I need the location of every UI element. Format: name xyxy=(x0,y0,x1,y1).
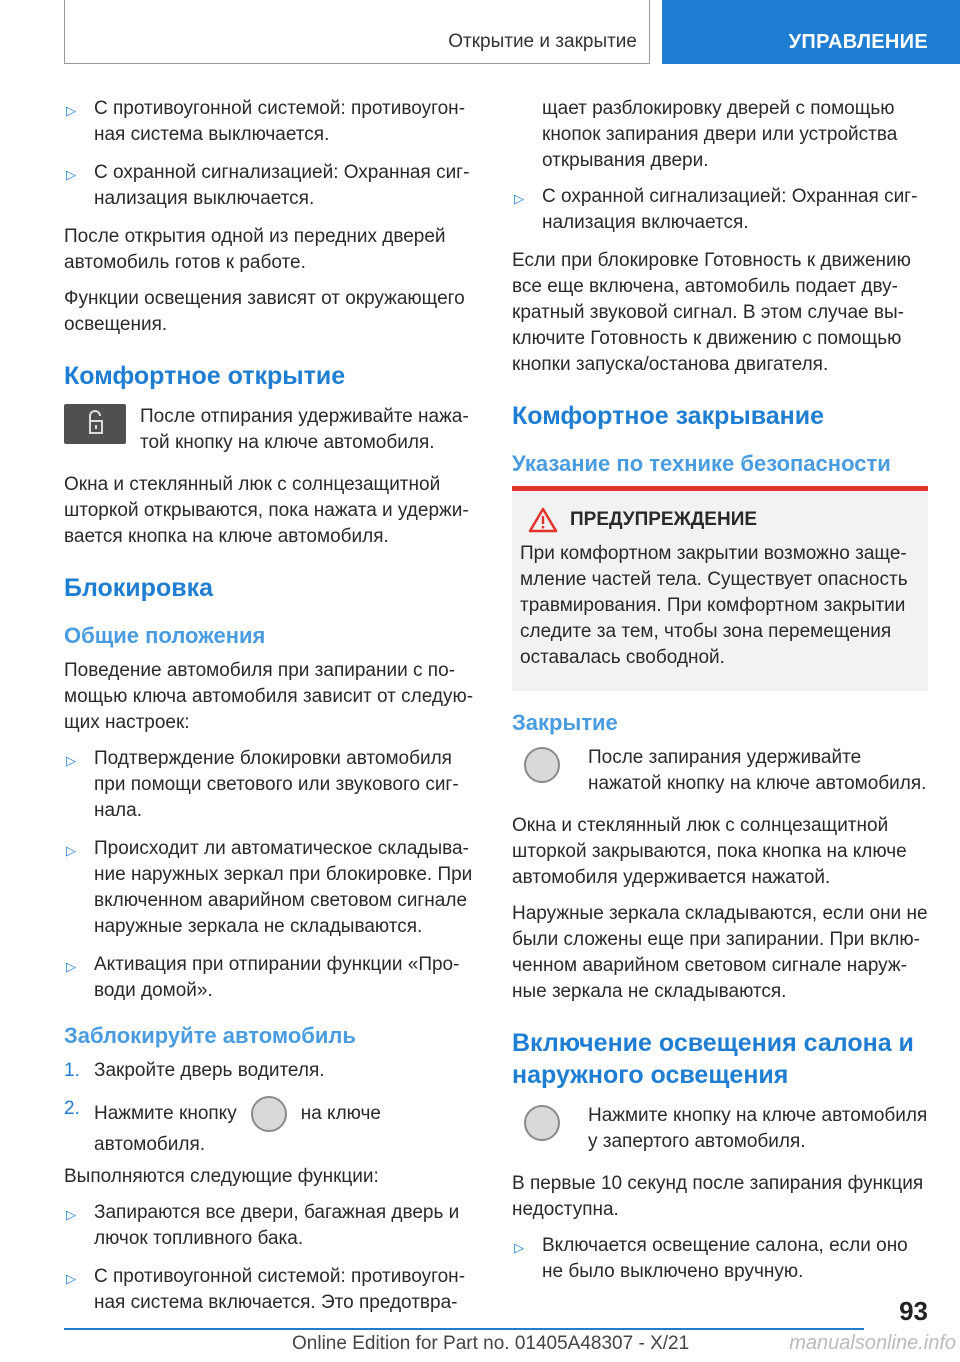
triangle-bullet-icon: ▷ xyxy=(66,1271,76,1286)
list-item: ▷ Активация при отпирании функции «Проводи домой». xyxy=(66,954,460,1001)
list-item: ▷ С охранной сигнализацией: Охранная сигнализация включается. xyxy=(514,186,918,233)
footer-divider xyxy=(64,1328,864,1330)
footer-edition: Online Edition for Part no. 01405A48307 - X/21 xyxy=(292,1333,690,1354)
numbered-step: 2. Нажмите кнопку на ключе автомобиля. xyxy=(64,1098,381,1155)
numbered-step: 1. Закройте дверь водителя. xyxy=(64,1060,325,1081)
list-item: ▷ С противоугонной системой: противоугонная система выключается. xyxy=(66,98,466,145)
paragraph: Наружные зеркала складываются, если они не были сложены еще при запирании. При включенном аварийном световом сигнале наружные зеркала не складываются. xyxy=(512,903,928,1002)
instruction-text: После отпирания удерживайте нажатой кнопку на ключе автомобиля. xyxy=(140,406,469,453)
chapter-tab xyxy=(662,0,960,64)
heading-general: Общие положения xyxy=(64,623,266,648)
list-item: ▷ Происходит ли автоматическое складывание наружных зеркал при блокировке. При включенном аварийном световом сигнале наружные зеркала не складываются. xyxy=(66,838,473,937)
unlock-button-icon xyxy=(64,404,126,444)
warning-title: ПРЕДУПРЕЖДЕНИЕ xyxy=(520,507,920,533)
heading-lock-car: Заблокируйте автомобиль xyxy=(64,1023,356,1048)
heading-lock: Блокировка xyxy=(64,574,213,602)
paragraph: Окна и стеклянный люк с солнцезащитной шторкой закрываются, пока кнопка на ключе автомобиля удерживается нажатой. xyxy=(512,815,907,888)
list-item: ▷ Запираются все двери, багажная дверь и лючок топливного бака. xyxy=(66,1202,460,1249)
list-item: ▷ Включается освещение салона, если оно не было выключено вручную. xyxy=(514,1235,908,1282)
close-instruction xyxy=(512,745,928,797)
bmw-key-button-icon xyxy=(251,1096,287,1132)
paragraph: После открытия одной из передних дверей автомобиль готов к работе. xyxy=(64,226,446,273)
page-number: 93 xyxy=(899,1296,928,1326)
paragraph: Выполняются следующие функции: xyxy=(64,1166,379,1187)
triangle-bullet-icon: ▷ xyxy=(66,959,76,974)
triangle-bullet-icon: ▷ xyxy=(66,1207,76,1222)
heading-safety: Указание по технике безопасности xyxy=(512,451,891,476)
warning-text: При комфортном закрытии возможно защемление частей тела. Существует опасность травмирования. При комфортном закрытии следите за тем, чтобы зона перемещения оставалась свободной. xyxy=(520,543,908,668)
triangle-bullet-icon: ▷ xyxy=(66,167,76,182)
bmw-key-button-icon xyxy=(512,745,574,785)
warning-triangle-icon xyxy=(528,507,558,533)
list-item: ▷ С противоугонной системой: противоугонная система включается. Это предотвра- xyxy=(66,1266,466,1313)
heading-comfort-close: Комфортное закрывание xyxy=(512,402,825,430)
list-item: ▷ С охранной сигнализацией: Охранная сигнализация выключается. xyxy=(66,162,470,209)
triangle-bullet-icon: ▷ xyxy=(514,1240,524,1255)
lighting-instruction xyxy=(512,1103,928,1155)
paragraph: В первые 10 секунд после запирания функция недоступна. xyxy=(512,1173,924,1220)
triangle-bullet-icon: ▷ xyxy=(66,103,76,118)
triangle-bullet-icon: ▷ xyxy=(66,843,76,858)
left-column xyxy=(64,96,476,1328)
section-title: Открытие и закрытие xyxy=(448,31,637,52)
heading-close: Закрытие xyxy=(512,710,618,735)
heading-comfort-open: Комфортное открытие xyxy=(64,362,346,390)
paragraph-continuation: щает разблокировку дверей с помощью кнопок запирания двери или устройства открывания двери. xyxy=(542,98,898,171)
watermark: manualsonline.info xyxy=(789,1332,956,1354)
section-title-box xyxy=(64,0,650,64)
paragraph: Если при блокировке Готовность к движению все еще включена, автомобиль подает двукратный звуковой сигнал. В этом случае выключите Готовность к движению с помощью кнопки запуска/останова двигателя. xyxy=(512,250,911,375)
warning-box xyxy=(512,486,928,691)
chapter-title: УПРАВЛЕНИЕ xyxy=(788,31,928,53)
paragraph: Поведение автомобиля при запирании с помощью ключа автомобиля зависит от следующих настроек: xyxy=(64,660,474,733)
heading-lighting: Включение освещения салона и наружного освещения xyxy=(512,1029,914,1089)
comfort-open-instruction xyxy=(64,404,476,456)
paragraph: Окна и стеклянный люк с солнцезащитной шторкой открываются, пока нажата и удерживается кнопка на ключе автомобиля. xyxy=(64,474,469,547)
instruction-text: Нажмите кнопку на ключе автомобиля у запертого автомобиля. xyxy=(588,1105,928,1152)
instruction-text: После запирания удерживайте нажатой кнопку на ключе автомобиля. xyxy=(588,747,927,794)
triangle-bullet-icon: ▷ xyxy=(66,753,76,768)
list-item: ▷ Подтверждение блокировки автомобиля при помощи светового или звукового сигнала. xyxy=(66,748,459,821)
triangle-bullet-icon: ▷ xyxy=(514,191,524,206)
page-header xyxy=(64,0,960,64)
bmw-key-button-icon xyxy=(512,1103,574,1143)
right-column xyxy=(512,96,928,1297)
paragraph: Функции освещения зависят от окружающего освещения. xyxy=(64,288,465,335)
